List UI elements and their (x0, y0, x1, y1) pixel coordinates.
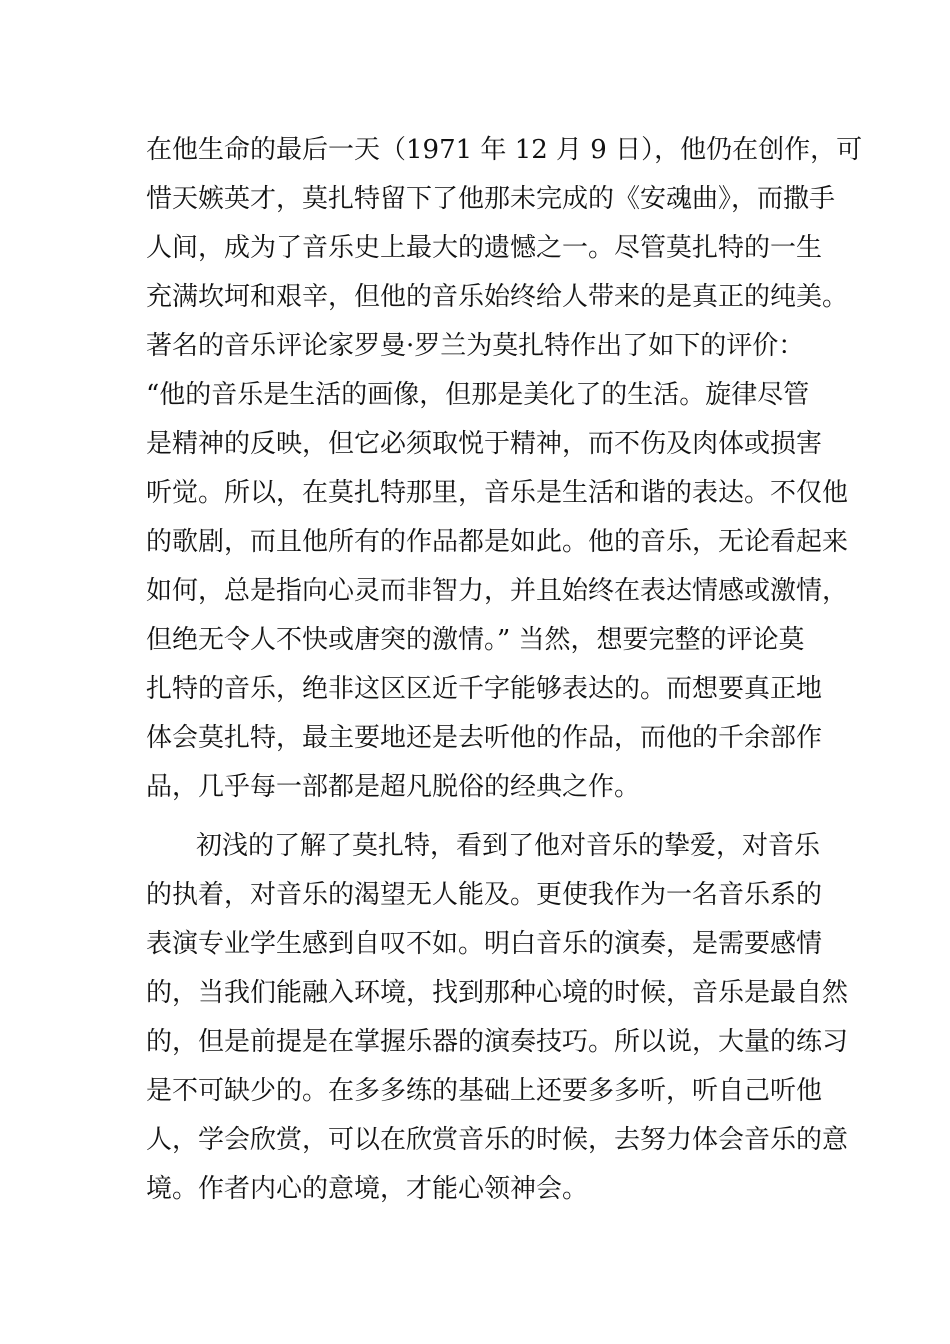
text-line: “他的音乐是生活的画像，但那是美化了的生活。旋律尽管 (146, 380, 810, 410)
paragraph-personal-reflection (146, 822, 849, 1214)
text-line: 的，当我们能融入环境，找到那种心境的时候，音乐是最自然 (146, 978, 849, 1008)
text-line: 在他生命的最后一天（1971 年 12 月 9 日），他仍在创作，可 (146, 135, 863, 165)
text-line: 是精神的反映，但它必须取悦于精神，而不伤及肉体或损害 (146, 429, 823, 459)
text-line: 人，学会欣赏，可以在欣赏音乐的时候，去努力体会音乐的意 (146, 1125, 849, 1155)
text-line: 体会莫扎特，最主要地还是去听他的作品，而他的千余部作 (146, 723, 823, 753)
text-line: 充满坎坷和艰辛，但他的音乐始终给人带来的是真正的纯美。 (146, 282, 849, 312)
text-line: 著名的音乐评论家罗曼·罗兰为莫扎特作出了如下的评价： (146, 331, 805, 361)
text-line: 初浅的了解了莫扎特，看到了他对音乐的挚爱，对音乐 (196, 831, 821, 861)
text-line: 的，但是前提是在掌握乐器的演奏技巧。所以说，大量的练习 (146, 1027, 849, 1057)
paragraph-mozart-biography (146, 126, 863, 812)
text-line: 但绝无令人不快或唐突的激情。” 当然，想要完整的评论莫 (146, 625, 805, 655)
text-line: 的执着，对音乐的渴望无人能及。更使我作为一名音乐系的 (146, 880, 823, 910)
text-line: 境。作者内心的意境，才能心领神会。 (146, 1174, 589, 1204)
text-line: 人间，成为了音乐史上最大的遗憾之一。尽管莫扎特的一生 (146, 233, 823, 263)
text-line: 品，几乎每一部都是超凡脱俗的经典之作。 (146, 772, 641, 802)
text-line: 如何，总是指向心灵而非智力，并且始终在表达情感或激情， (146, 576, 849, 606)
text-line: 的歌剧，而且他所有的作品都是如此。他的音乐，无论看起来 (146, 527, 849, 557)
text-line: 听觉。所以，在莫扎特那里，音乐是生活和谐的表达。不仅他 (146, 478, 849, 508)
text-line: 是不可缺少的。在多多练的基础上还要多多听，听自己听他 (146, 1076, 823, 1106)
text-line: 表演专业学生感到自叹不如。明白音乐的演奏，是需要感情 (146, 929, 823, 959)
text-line: 扎特的音乐，绝非这区区近千字能够表达的。而想要真正地 (146, 674, 823, 704)
text-line: 惜天嫉英才，莫扎特留下了他那未完成的《安魂曲》，而撒手 (146, 184, 836, 214)
